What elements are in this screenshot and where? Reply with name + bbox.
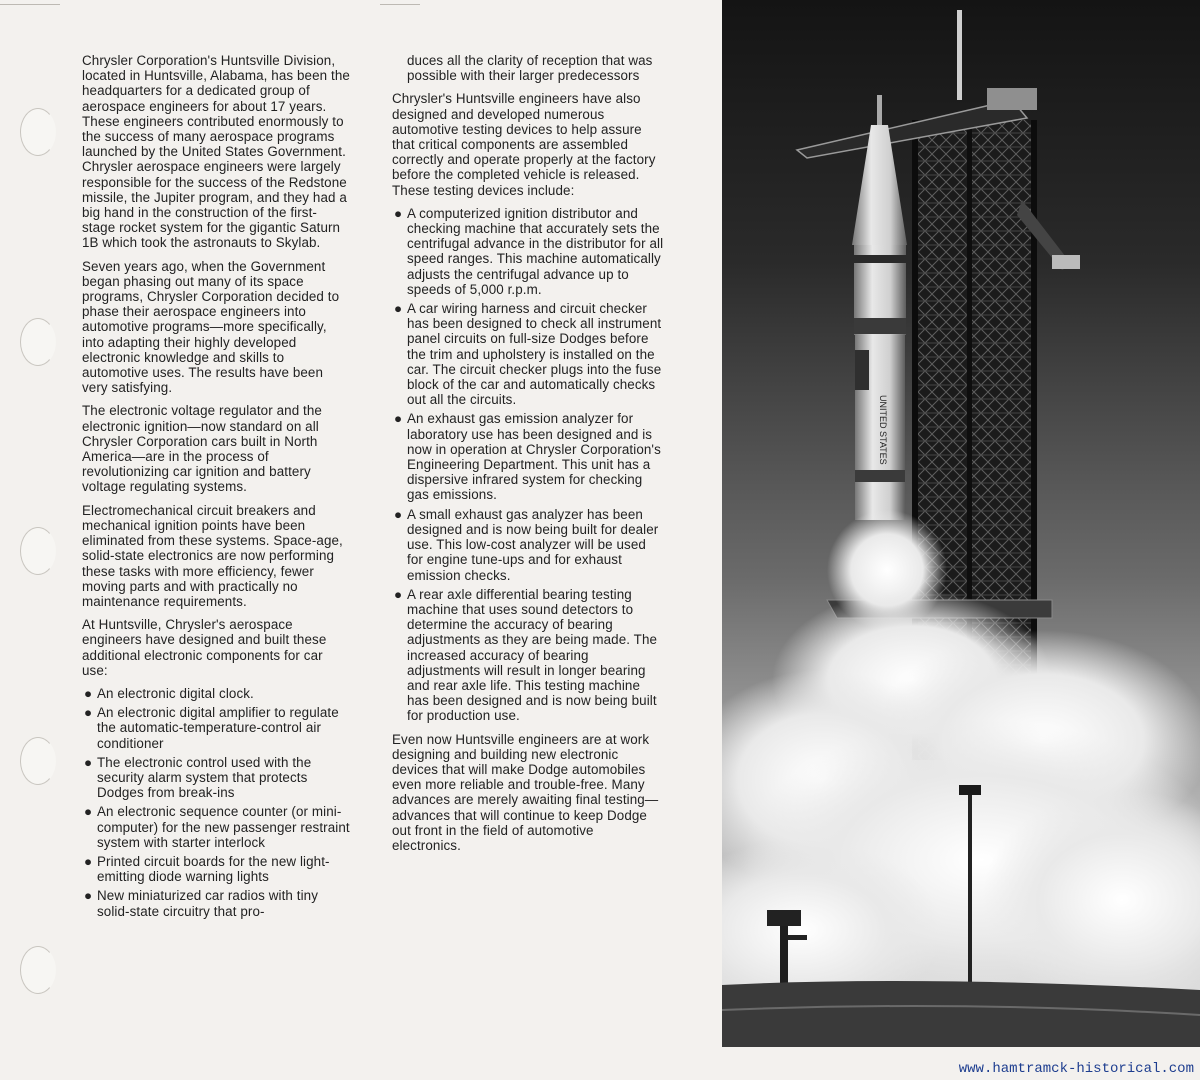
binder-hole (20, 318, 56, 366)
paragraph: Seven years ago, when the Government began phasing out many of its space programs, Chrysler Corporation decided to phase their aerospace engineers into automotive programs—more specifically, into adapting their highly developed electronic knowledge and skills to automotive uses. The results have been very satisfying. (82, 258, 340, 396)
watermark: www.hamtramck-historical.com (958, 1061, 1194, 1077)
list-item-text: Printed circuit boards for the new light-emitting diode warning lights (97, 853, 330, 885)
bullet-icon: ● (394, 301, 403, 317)
paragraph: At Huntsville, Chrysler's aerospace engineers have designed and built these additional electronic components for car use: (82, 617, 327, 678)
ground (722, 981, 1200, 1047)
bullet-icon: ● (84, 754, 93, 770)
bullet-icon: ● (84, 705, 93, 721)
list-item (392, 301, 664, 407)
continued-text: duces all the clarity of reception that was possible with their larger predecessors (407, 53, 653, 84)
rocket-launch-photo (722, 0, 1200, 1047)
binder-hole (20, 527, 56, 575)
bullet-icon: ● (394, 586, 403, 602)
bullet-icon: ● (394, 506, 403, 522)
list-item (82, 804, 350, 850)
bullet-icon: ● (84, 888, 93, 904)
bullet-icon: ● (84, 685, 93, 701)
list-item (392, 411, 664, 502)
text-column-left (82, 53, 350, 927)
list-item (82, 686, 350, 701)
rocket-lettering: UNITED STATES (878, 395, 888, 465)
list-item (392, 206, 664, 297)
list-item-text: New miniaturized car radios with tiny solid-state circuitry that pro- (97, 888, 319, 919)
bullet-icon: ● (84, 853, 93, 869)
paragraph: Chrysler Corporation's Huntsville Division, located in Huntsville, Alabama, has been the headquarters for a dedicated group of aerospace engineers for about 17 years. These engineers contributed enormously to the success of many aerospace programs launched by the United States Government. Chrysler aerospace engineers were largely responsible for the success of the Redstone missile, the Jupiter program, and they had a big hand in the construction of the first-stage rocket system for the gigantic Saturn 1B which took the astronauts to Skylab. (82, 53, 350, 251)
list-item (82, 755, 350, 801)
list-item (82, 888, 350, 918)
list-item (82, 854, 350, 884)
list-item-text: A car wiring harness and circuit checker has been designed to check all instrument panel circuits on full-size Dodges before the trim and upholstery is installed on the car. The circuit checker plugs into the fuse block of the car and automatically checks out all the circuits. (407, 301, 662, 408)
list-item-text: An electronic sequence counter (or mini-computer) for the new passenger restraint system with starter interlock (97, 804, 350, 850)
list-item-text: A small exhaust gas analyzer has been designed and is now being built for dealer use. This low-cost analyzer will be used for engine tune-ups and for exhaust emission checks. (407, 506, 659, 583)
bullet-icon: ● (394, 411, 403, 427)
bullet-list (82, 686, 350, 919)
paragraph: Chrysler's Huntsville engineers have also designed and developed numerous automotive testing devices to help assure that critical components are assembled correctly and operate properly at the factory before the completed vehicle is released. These testing devices include: (392, 91, 656, 198)
list-item (392, 587, 664, 724)
list-item (82, 705, 350, 751)
page-edge-line (380, 4, 420, 5)
binder-hole (20, 946, 56, 994)
bullet-list (392, 206, 664, 724)
list-item-text: An electronic digital clock. (97, 685, 254, 701)
list-item-text: A computerized ignition distributor and checking machine that accurately sets the centrifugal advance in the distributor for all speed ranges. This machine automatically adjusts the centrifugal advance up to speeds of 5,000 r.p.m. (407, 205, 664, 297)
list-item-text: An exhaust gas emission analyzer for laboratory use has been designed and is now in operation at Chrysler Corporation's Engineering Department. This unit has a dispersive infrared system for checking gas emissions. (407, 411, 661, 503)
list-item (392, 507, 664, 583)
list-item-text: An electronic digital amplifier to regulate the automatic-temperature-control air conditioner (97, 705, 339, 751)
binder-hole (20, 108, 56, 156)
paragraph: Even now Huntsville engineers are at work designing and building new electronic devices that will make Dodge automobiles even more reliable and trouble-free. Many advances are merely awaiting final testing—advances that will continue to keep Dodge out front in the field of automotive electronics. (392, 731, 659, 853)
page-edge-line (0, 4, 60, 5)
binder-hole (20, 737, 56, 785)
paragraph: The electronic voltage regulator and the electronic ignition—now standard on all Chrysler Corporation cars built in North America—are in the process of revolutionizing car ignition and battery voltage regulating systems. (82, 403, 322, 495)
lightning-mast (957, 10, 962, 100)
bullet-icon: ● (84, 804, 93, 820)
text-column-right (392, 53, 664, 861)
list-item-text: The electronic control used with the security alarm system that protects Dodges from break-ins (97, 754, 312, 801)
list-item-text: A rear axle differential bearing testing machine that uses sound detectors to determine the accuracy of bearing adjustments as they are being made. The increased accuracy of bearing adjustments will result in longer bearing and rear axle life. This testing machine has been designed and is now being built for production use. (407, 586, 658, 724)
paragraph: Electromechanical circuit breakers and mechanical ignition points have been eliminated from these systems. Space-age, solid-state electronics are now performing these tasks with more efficiency, fewer moving parts and with practically no maintenance requirements. (82, 502, 343, 609)
bullet-icon: ● (394, 205, 403, 221)
